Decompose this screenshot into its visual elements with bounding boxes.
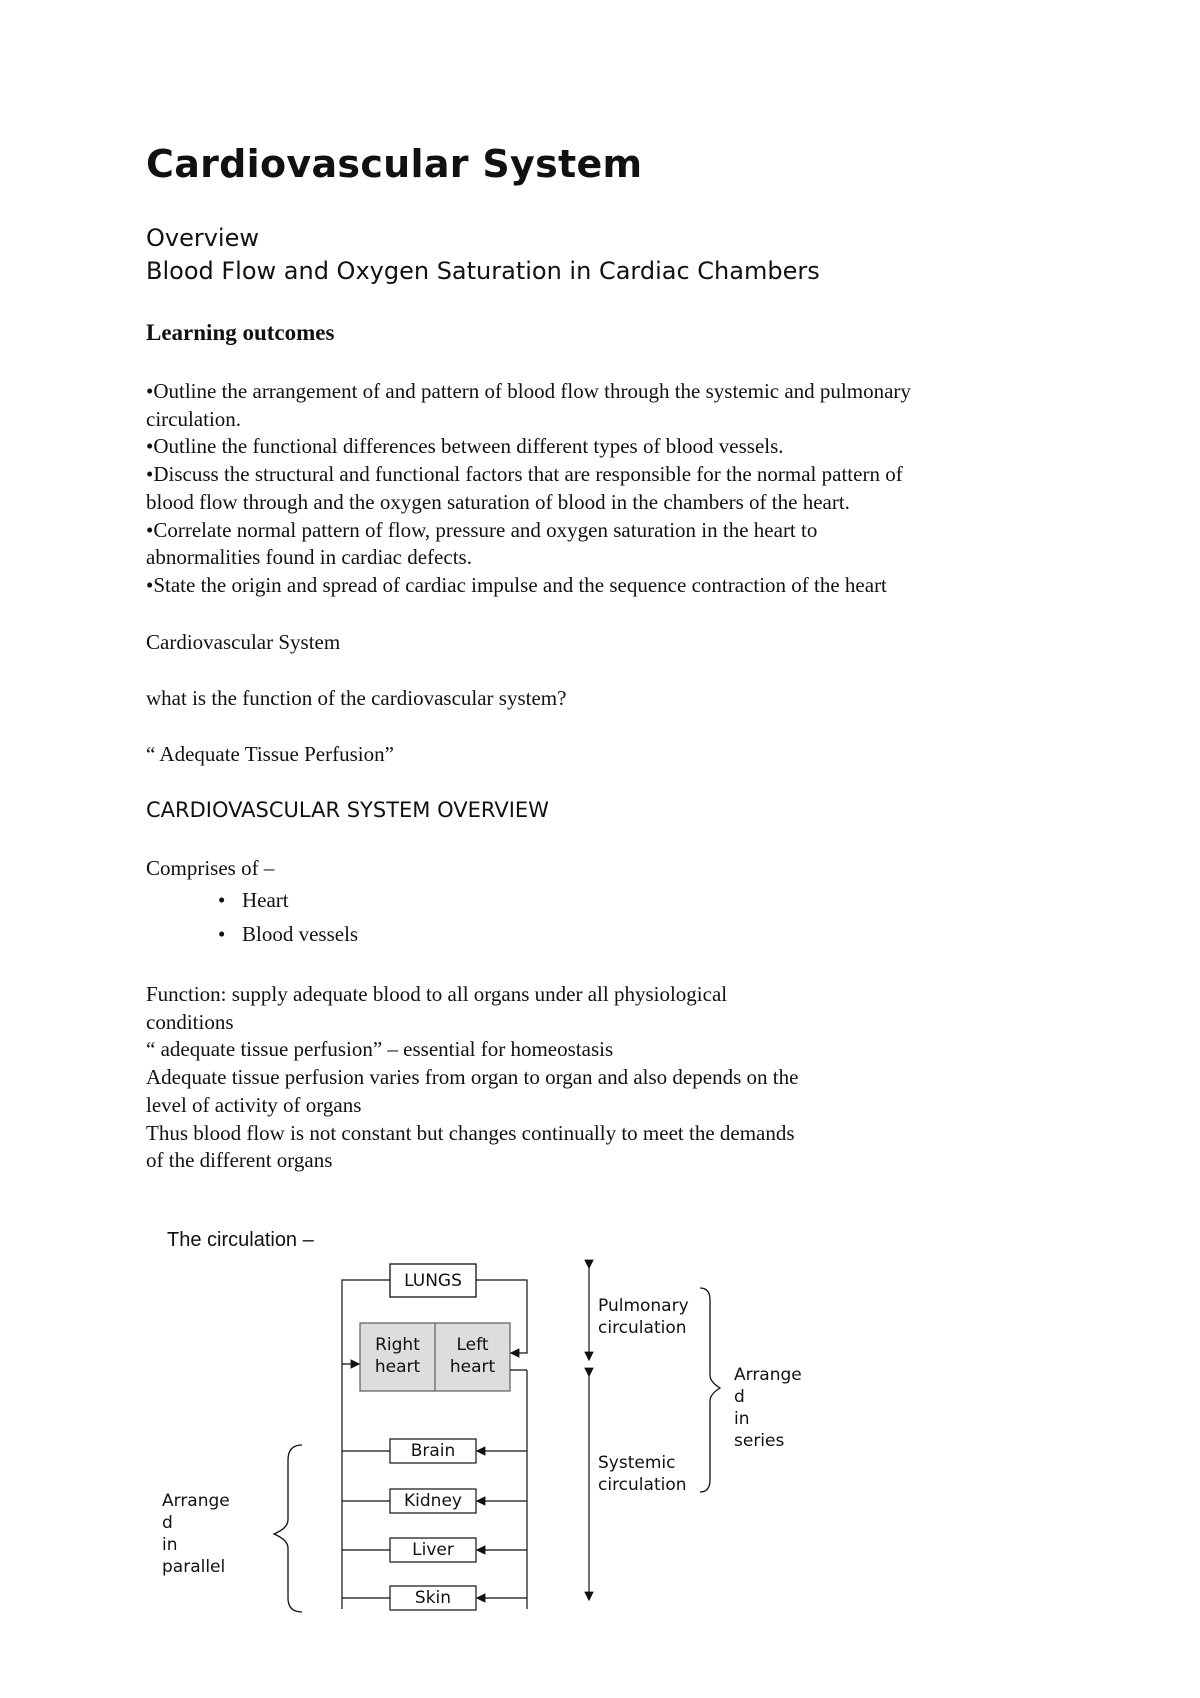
pulmonary-label (598, 1295, 689, 1339)
parallel-line: in (162, 1535, 178, 1555)
lungs-label: LUNGS (404, 1271, 462, 1291)
document-subtitle: Blood Flow and Oxygen Saturation in Cardiac Chambers (146, 257, 820, 285)
outcome-line: •Outline the arrangement of and pattern of blood flow through the systemic and pulmonary (146, 379, 911, 403)
paragraph-line: Function: supply adequate blood to all organs under all physiological (146, 982, 728, 1006)
series-line: d (734, 1387, 745, 1407)
outcome-line: •State the origin and spread of cardiac impulse and the sequence contraction of the heart (146, 572, 887, 597)
bullet-icon: • (218, 888, 226, 912)
parallel-line: Arrange (162, 1491, 230, 1511)
bullet-icon: • (218, 922, 226, 946)
systemic-line: Systemic (598, 1453, 676, 1473)
quote-text: “ Adequate Tissue Perfusion” (146, 742, 394, 766)
left-heart-line: Left (456, 1335, 489, 1355)
systemic-line: circulation (598, 1475, 687, 1495)
series-bracket (700, 1288, 720, 1492)
series-line: series (734, 1431, 785, 1451)
kidney-label: Kidney (404, 1491, 462, 1511)
systemic-label (598, 1452, 687, 1496)
right-heart-line: heart (374, 1357, 421, 1377)
parallel-line: d (162, 1513, 173, 1533)
paragraph-line: conditions (146, 1009, 234, 1034)
paragraph-line: level of activity of organs (146, 1092, 362, 1117)
left-heart-line: heart (449, 1357, 496, 1377)
pulmonary-line: Pulmonary (598, 1296, 689, 1316)
parallel-bracket (274, 1445, 302, 1612)
question-text: what is the function of the cardiovascular system? (146, 686, 567, 710)
left-heart-label (435, 1334, 510, 1378)
right-heart-line: Right (375, 1335, 420, 1355)
list-item-label: Heart (242, 888, 289, 912)
outcome-line: •Outline the functional differences between different types of blood vessels. (146, 434, 784, 459)
section-label: Cardiovascular System (146, 630, 341, 654)
parallel-line: parallel (162, 1557, 226, 1577)
paragraph-line: Thus blood flow is not constant but changes continually to meet the demands (146, 1120, 795, 1145)
pulmonary-line: circulation (598, 1318, 687, 1338)
diagram-caption: The circulation – (167, 1229, 314, 1251)
series-line: in (734, 1409, 750, 1429)
comprises-lead: Comprises of – (146, 856, 275, 880)
overview-heading: CARDIOVASCULAR SYSTEM OVERVIEW (146, 798, 549, 822)
paragraph-line: of the different organs (146, 1148, 333, 1173)
right-heart-label (360, 1334, 435, 1378)
learning-outcomes-heading: Learning outcomes (146, 320, 335, 345)
list-item-label: Blood vessels (242, 922, 359, 946)
brain-label: Brain (410, 1441, 456, 1461)
outcome-line: blood flow through and the oxygen saturation of blood in the chambers of the heart. (146, 489, 850, 514)
parallel-label (162, 1490, 230, 1578)
skin-label: Skin (414, 1588, 452, 1608)
outcome-line: circulation. (146, 406, 242, 431)
outcome-line: •Correlate normal pattern of flow, pressure and oxygen saturation in the heart to (146, 517, 818, 542)
liver-label: Liver (412, 1540, 454, 1560)
overview-label: Overview (146, 224, 259, 252)
outcome-line: abnormalities found in cardiac defects. (146, 545, 472, 570)
paragraph-line: “ adequate tissue perfusion” – essential for homeostasis (146, 1037, 614, 1062)
outcome-line: •Discuss the structural and functional factors that are responsible for the normal pattern of (146, 462, 903, 487)
series-line: Arrange (734, 1365, 802, 1385)
series-label (734, 1364, 802, 1452)
paragraph-line: Adequate tissue perfusion varies from organ to organ and also depends on the (146, 1065, 799, 1090)
document-title: Cardiovascular System (146, 142, 643, 186)
